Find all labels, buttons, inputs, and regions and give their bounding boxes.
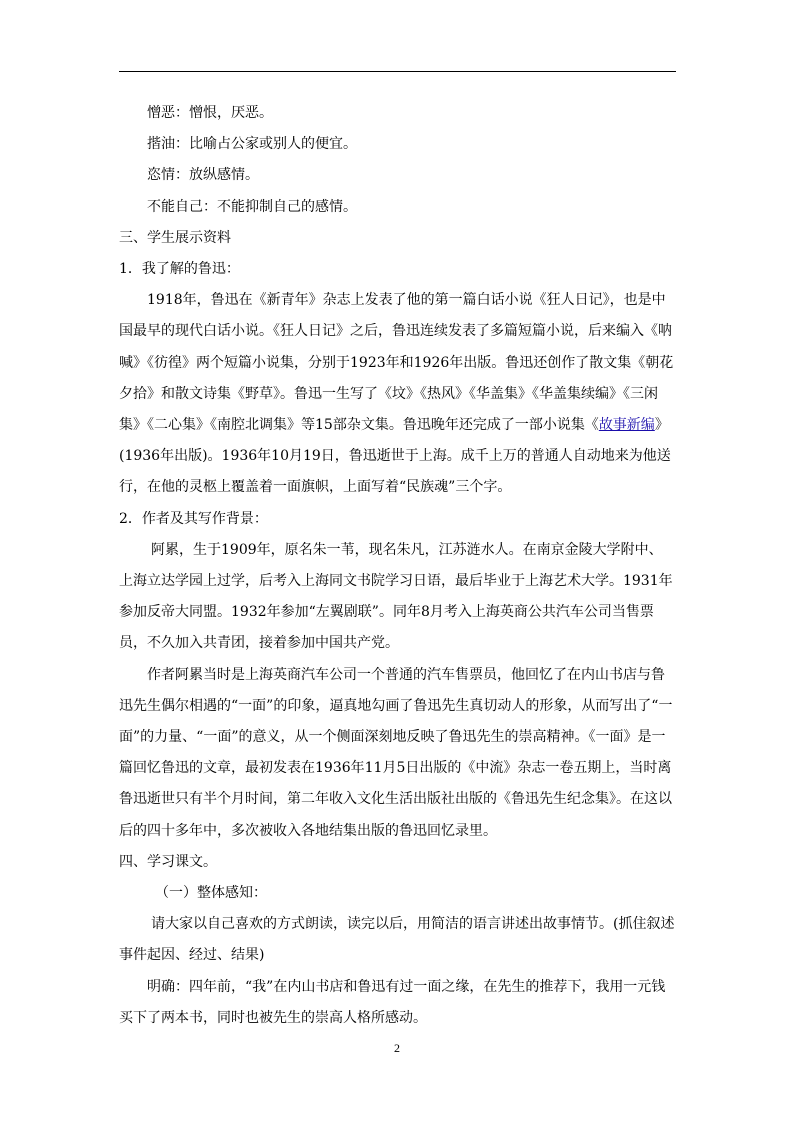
term-definition: 揩油：比喻占公家或别人的便宜。 xyxy=(147,136,357,153)
page-number: 2 xyxy=(394,1041,400,1055)
section-heading: 三、学生展示资料 xyxy=(119,229,231,246)
page-body xyxy=(119,98,676,1034)
background-paragraph: 作者阿累当时是上海英商汽车公司一个普通的汽车售票员，他回忆了在内山书店与鲁迅先生偶尔相遇的“一面”的印象，逼真地勾画了鲁迅先生真切动人的形象，从而写出了“一面”的力量、“一面”的意义，从一个侧面深刻地反映了鲁迅先生的崇高精神。《一面》是一篇回忆鲁迅的文章，最初发表在1936年11月5日出版的《中流》杂志一卷五期上，当时离鲁迅逝世只有半个月时间，第二年收入文化生活出版社出版的《鲁迅先生纪念集》。在这以后的四十多年中，多次被收入各地结集出版的鲁迅回忆录里。 xyxy=(119,666,673,839)
luxun-text-after-link: 》(1936年出版)。1936年10月19日，鲁迅逝世于上海。成千上万的普通人自动地来为他送行，在他的灵柩上覆盖着一面旗帜，上面写着“民族魂”三个字。 xyxy=(119,417,671,496)
author-paragraph: 阿累，生于1909年，原名朱一苇，现名朱凡，江苏涟水人。在南京金陵大学附中、上海立达学园上过学，后考入上海同文书院学习日语，最后毕业于上海艺术大学。1931年参加反帝大同盟。1932年参加“左翼剧联”。同年8月考入上海英商公共汽车公司当售票员，不久加入共青团，接着参加中国共产党。 xyxy=(119,541,673,652)
luxun-text-before-link: 1918年，鲁迅在《新青年》杂志上发表了他的第一篇白话小说《狂人日记》，也是中国最早的现代白话小说。《狂人日记》之后，鲁迅连续发表了多篇短篇小说，后来编入《呐喊》《彷徨》两个短篇小说集，分别于1923年和1926年出版。鲁迅还创作了散文集《朝花夕拾》和散文诗集《野草》。鲁迅一生写了《坟》《热风》《华盖集》《华盖集续编》《三闲集》《二心集》《南腔北调集》等15部杂文集。鲁迅晚年还完成了一部小说集《 xyxy=(119,292,674,434)
subsection-heading: （一）整体感知： xyxy=(155,885,267,902)
section-heading: 四、学习课文。 xyxy=(119,853,217,870)
luxun-paragraph xyxy=(119,285,676,503)
term-definition: 恣情：放纵感情。 xyxy=(147,167,259,184)
subsection-heading: 1．我了解的鲁迅： xyxy=(119,261,240,278)
subsection-heading: 2．作者及其写作背景： xyxy=(119,510,268,527)
gushi-xinbian-link[interactable]: 故事新编 xyxy=(598,417,655,434)
answer-paragraph: 明确：四年前，“我”在内山书店和鲁迅有过一面之缘，在先生的推荐下，我用一元钱买下了两本书，同时也被先生的崇高人格所感动。 xyxy=(119,978,666,1026)
header-rule xyxy=(119,71,676,72)
task-paragraph: 请大家以自己喜欢的方式朗读，读完以后，用简洁的语言讲述出故事情节。(抓住叙述事件起因、经过、结果) xyxy=(119,916,675,964)
term-definition: 憎恶：憎恨，厌恶。 xyxy=(147,105,273,121)
term-definition: 不能自己：不能抑制自己的感情。 xyxy=(147,198,357,215)
